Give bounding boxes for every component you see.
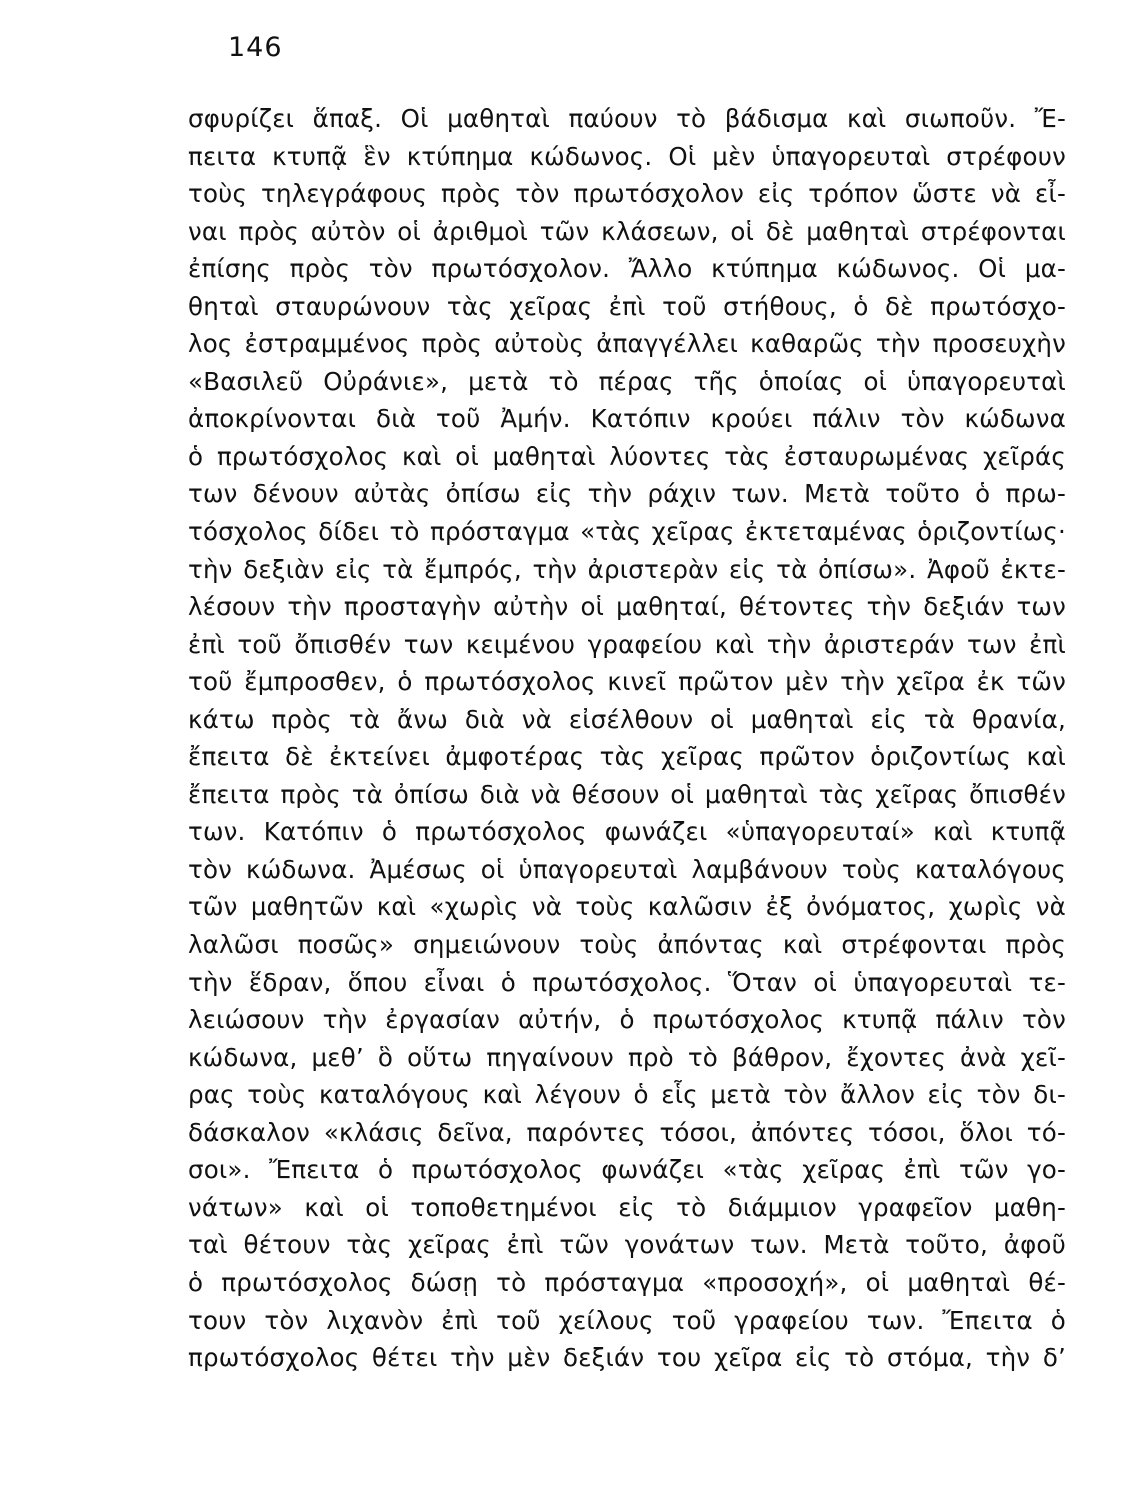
- text-line: πρωτόσχολος θέτει τὴν μὲν δεξιάν του χεῖρα εἰς τὸ στόμα, τὴν δ’: [188, 1343, 1066, 1373]
- text-line: ἐπίσης πρὸς τὸν πρωτόσχολον. Ἄλλο κτύπημα κώδωνος. Οἱ μα-: [188, 254, 1066, 284]
- text-line: ὁ πρωτόσχολος καὶ οἱ μαθηταὶ λύοντες τὰς ἐσταυρωμένας χεῖράς: [188, 441, 1066, 471]
- text-line: σοι». Ἔπειτα ὁ πρωτόσχολος φωνάζει «τὰς χεῖρας ἐπὶ τῶν γο-: [188, 1155, 1066, 1185]
- text-line: ταὶ θέτουν τὰς χεῖρας ἐπὶ τῶν γονάτων των. Μετὰ τοῦτο, ἀφοῦ: [188, 1230, 1066, 1260]
- text-line: τοὺς τηλεγράφους πρὸς τὸν πρωτόσχολον εἰς τρόπον ὥστε νὰ εἶ-: [188, 179, 1066, 209]
- text-line: τὸν κώδωνα. Ἀμέσως οἱ ὑπαγορευταὶ λαμβάνουν τοὺς καταλόγους: [188, 854, 1066, 884]
- text-line: των δένουν αὐτὰς ὀπίσω εἰς τὴν ράχιν των. Μετὰ τοῦτο ὁ πρω-: [188, 479, 1066, 509]
- text-line: ναι πρὸς αὐτὸν οἱ ἀριθμοὶ τῶν κλάσεων, οἱ δὲ μαθηταὶ στρέφονται: [188, 216, 1066, 246]
- text-line: ἔπειτα πρὸς τὰ ὀπίσω διὰ νὰ θέσουν οἱ μαθηταὶ τὰς χεῖρας ὄπισθέν: [188, 779, 1066, 809]
- text-line: λέσουν τὴν προσταγὴν αὐτὴν οἱ μαθηταί, θέτοντες τὴν δεξιάν των: [188, 592, 1066, 622]
- text-line: τόσχολος δίδει τὸ πρόσταγμα «τὰς χεῖρας ἐκτεταμένας ὁριζοντίως·: [188, 517, 1066, 547]
- text-line: κάτω πρὸς τὰ ἄνω διὰ νὰ εἰσέλθουν οἱ μαθηταὶ εἰς τὰ θρανία,: [188, 704, 1066, 734]
- text-line: τουν τὸν λιχανὸν ἐπὶ τοῦ χείλους τοῦ γραφείου των. Ἔπειτα ὁ: [188, 1305, 1066, 1335]
- text-line: ἔπειτα δὲ ἐκτείνει ἀμφοτέρας τὰς χεῖρας πρῶτον ὁριζοντίως καὶ: [188, 742, 1066, 772]
- body-text: [188, 100, 1066, 1377]
- text-line: κώδωνα, μεθ’ ὃ οὕτω πηγαίνουν πρὸ τὸ βάθρον, ἔχοντες ἀνὰ χεῖ-: [188, 1042, 1066, 1072]
- text-line: τῶν μαθητῶν καὶ «χωρὶς νὰ τοὺς καλῶσιν ἐξ ὀνόματος, χωρὶς νὰ: [188, 892, 1066, 922]
- text-line: λος ἐστραμμένος πρὸς αὐτοὺς ἀπαγγέλλει καθαρῶς τὴν προσευχὴν: [188, 329, 1066, 359]
- text-line: των. Κατόπιν ὁ πρωτόσχολος φωνάζει «ὑπαγορευταί» καὶ κτυπᾷ: [188, 817, 1066, 847]
- text-line: ὁ πρωτόσχολος δώσῃ τὸ πρόσταγμα «προσοχή», οἱ μαθηταὶ θέ-: [188, 1267, 1066, 1297]
- text-line: ἐπὶ τοῦ ὄπισθέν των κειμένου γραφείου καὶ τὴν ἀριστεράν των ἐπὶ: [188, 629, 1066, 659]
- text-line: ρας τοὺς καταλόγους καὶ λέγουν ὁ εἷς μετὰ τὸν ἄλλον εἰς τὸν δι-: [188, 1080, 1066, 1110]
- text-line: λειώσουν τὴν ἐργασίαν αὐτήν, ὁ πρωτόσχολος κτυπᾷ πάλιν τὸν: [188, 1005, 1066, 1035]
- page-number: 146: [228, 32, 283, 63]
- text-line: «Βασιλεῦ Οὐράνιε», μετὰ τὸ πέρας τῆς ὁποίας οἱ ὑπαγορευταὶ: [188, 366, 1066, 396]
- text-line: σφυρίζει ἅπαξ. Οἱ μαθηταὶ παύουν τὸ βάδισμα καὶ σιωποῦν. Ἔ-: [188, 104, 1066, 133]
- text-line: ἀποκρίνονται διὰ τοῦ Ἀμήν. Κατόπιν κρούει πάλιν τὸν κώδωνα: [188, 404, 1066, 434]
- text-line: τοῦ ἔμπροσθεν, ὁ πρωτόσχολος κινεῖ πρῶτον μὲν τὴν χεῖρα ἐκ τῶν: [188, 667, 1066, 697]
- text-line: νάτων» καὶ οἱ τοποθετημένοι εἰς τὸ διάμμιον γραφεῖον μαθη-: [188, 1192, 1066, 1222]
- text-line: θηταὶ σταυρώνουν τὰς χεῖρας ἐπὶ τοῦ στήθους, ὁ δὲ πρωτόσχο-: [188, 291, 1066, 321]
- text-line: πειτα κτυπᾷ ἓν κτύπημα κώδωνος. Οἱ μὲν ὑπαγορευταὶ στρέφουν: [188, 141, 1066, 171]
- text-line: λαλῶσι ποσῶς» σημειώνουν τοὺς ἀπόντας καὶ στρέφονται πρὸς: [188, 930, 1066, 960]
- text-line: δάσκαλον «κλάσις δεῖνα, παρόντες τόσοι, ἀπόντες τόσοι, ὅλοι τό-: [188, 1117, 1066, 1147]
- text-line: τὴν ἕδραν, ὅπου εἶναι ὁ πρωτόσχολος. Ὅταν οἱ ὑπαγορευταὶ τε-: [188, 967, 1066, 997]
- text-line: τὴν δεξιὰν εἰς τὰ ἔμπρός, τὴν ἀριστερὰν εἰς τὰ ὀπίσω». Ἀφοῦ ἐκτε-: [188, 554, 1066, 584]
